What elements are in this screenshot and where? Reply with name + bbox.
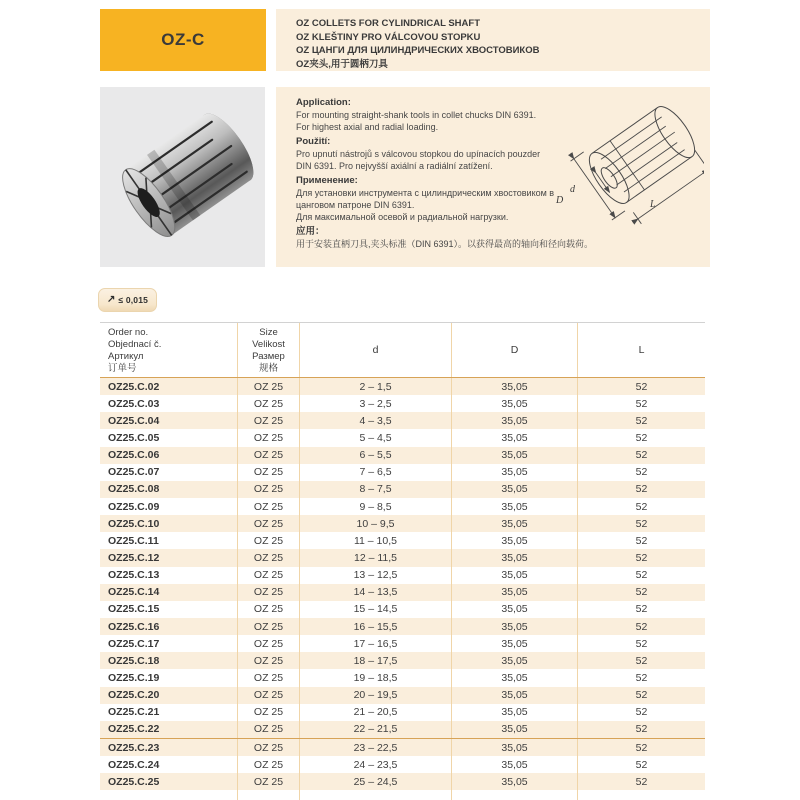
table-row [100, 652, 705, 669]
outer-diameter-cell: 35,05 [452, 378, 578, 395]
d-range-cell: 17 – 16,5 [300, 635, 452, 652]
size-header-line: Size [259, 327, 278, 338]
length-cell: 52 [635, 500, 648, 513]
d-range-cell: 4 – 3,5 [300, 412, 452, 429]
outer-diameter-cell: 35,05 [452, 515, 578, 532]
order-header-line: Objednací č. [108, 339, 162, 350]
length-cell: 52 [635, 723, 648, 736]
outer-diameter-cell: 35,05 [452, 549, 578, 566]
outer-diameter-cell: 35,05 [452, 635, 578, 652]
d-range-cell: 24 – 23,5 [300, 756, 452, 773]
d-range-cell: 25 – 24,5 [300, 773, 452, 790]
table-row [100, 498, 705, 515]
outer-diameter-cell: 35,05 [452, 721, 578, 738]
size-header [238, 323, 300, 377]
d-range-cell: 18 – 17,5 [300, 652, 452, 669]
outer-diameter-cell: 35,05 [452, 447, 578, 464]
length-cell: 52 [635, 741, 648, 754]
product-titles [276, 9, 710, 71]
length-cell: 52 [635, 620, 648, 633]
application-panel [276, 87, 710, 267]
size-cell: OZ 25 [238, 429, 300, 446]
d-range-cell: 22 – 21,5 [300, 721, 452, 738]
application-section-label: Použití: [296, 136, 331, 147]
size-header-line: Размер [252, 351, 285, 362]
outer-diameter-cell: 35,05 [452, 498, 578, 515]
table-row [100, 515, 705, 532]
order-no-header [100, 323, 238, 377]
outer-diameter-cell: 35,05 [452, 601, 578, 618]
order-no-cell: OZ25.C.04 [100, 412, 238, 429]
col-header-D: D [452, 323, 578, 377]
d-range-cell: 11 – 10,5 [300, 532, 452, 549]
order-no-cell: OZ25.C.10 [100, 515, 238, 532]
application-text-line: For mounting straight-shank tools in collet chucks DIN 6391. [296, 110, 537, 120]
d-range-cell: 3 – 2,5 [300, 395, 452, 412]
d-range-cell: 13 – 12,5 [300, 567, 452, 584]
table-row [100, 773, 705, 790]
product-title-line: OZ ЦАНГИ ДЛЯ ЦИЛИНДРИЧЕСКИХ ХВОСТОВИКОВ [296, 45, 540, 56]
application-text-line: DIN 6391. Pro nejvyšší axiální a radiální zatížení. [296, 161, 493, 171]
table-row [100, 687, 705, 704]
size-cell: OZ 25 [238, 447, 300, 464]
outer-diameter-cell: 35,05 [452, 739, 578, 756]
order-header-line: 订单号 [108, 363, 137, 374]
product-title-line: OZ COLLETS FOR CYLINDRICAL SHAFT [296, 18, 481, 29]
d-range-cell: 20 – 19,5 [300, 687, 452, 704]
runout-value: ≤ 0,015 [118, 295, 149, 305]
table-row [100, 481, 705, 498]
size-cell: OZ 25 [238, 412, 300, 429]
outer-diameter-cell: 35,05 [452, 584, 578, 601]
size-cell: OZ 25 [238, 515, 300, 532]
runout-arrow-icon: ↗ [107, 294, 116, 305]
table-body [100, 378, 705, 790]
application-text-line: Pro upnutí nástrojů s válcovou stopkou do upínacích pouzder [296, 149, 541, 159]
outer-diameter-cell: 35,05 [452, 773, 578, 790]
outer-diameter-cell: 35,05 [452, 669, 578, 686]
d-range-cell: 8 – 7,5 [300, 481, 452, 498]
outer-diameter-cell: 35,05 [452, 704, 578, 721]
col-header-d: d [300, 323, 452, 377]
length-cell: 52 [635, 603, 648, 616]
table-row [100, 584, 705, 601]
order-no-cell: OZ25.C.18 [100, 652, 238, 669]
size-cell: OZ 25 [238, 567, 300, 584]
d-range-cell: 7 – 6,5 [300, 464, 452, 481]
order-no-cell: OZ25.C.05 [100, 429, 238, 446]
order-no-cell: OZ25.C.16 [100, 618, 238, 635]
size-cell: OZ 25 [238, 464, 300, 481]
application-text-line: Для установки инструмента с цилиндрическим хвостовиком в [296, 188, 555, 198]
order-no-cell: OZ25.C.25 [100, 773, 238, 790]
order-no-cell: OZ25.C.07 [100, 464, 238, 481]
outer-diameter-cell: 35,05 [452, 412, 578, 429]
d-range-cell: 19 – 18,5 [300, 669, 452, 686]
order-no-cell: OZ25.C.08 [100, 481, 238, 498]
size-cell: OZ 25 [238, 601, 300, 618]
size-cell: OZ 25 [238, 704, 300, 721]
outer-diameter-cell: 35,05 [452, 618, 578, 635]
size-cell: OZ 25 [238, 481, 300, 498]
table-row [100, 618, 705, 635]
d-range-cell: 14 – 13,5 [300, 584, 452, 601]
length-cell: 52 [635, 483, 648, 496]
outer-diameter-cell: 35,05 [452, 481, 578, 498]
length-cell: 52 [635, 431, 648, 444]
length-cell: 52 [635, 671, 648, 684]
size-cell: OZ 25 [238, 773, 300, 790]
application-text-line: Для максимальной осевой и радиальной нагрузки. [296, 212, 509, 222]
order-no-cell: OZ25.C.14 [100, 584, 238, 601]
outer-diameter-cell: 35,05 [452, 532, 578, 549]
size-header-line: Velikost [252, 339, 285, 350]
size-cell: OZ 25 [238, 618, 300, 635]
application-text-line: цанговом патроне DIN 6391. [296, 200, 415, 210]
order-header-line: Order no. [108, 327, 149, 338]
order-no-cell: OZ25.C.20 [100, 687, 238, 704]
order-no-cell: OZ25.C.13 [100, 567, 238, 584]
table-row [100, 601, 705, 618]
size-cell: OZ 25 [238, 756, 300, 773]
order-no-cell: OZ25.C.11 [100, 532, 238, 549]
length-cell: 52 [635, 414, 648, 427]
application-section-label: Application: [296, 97, 351, 108]
length-cell: 52 [635, 637, 648, 650]
application-section-label: 应用： [296, 226, 325, 237]
collet-photo [108, 95, 258, 259]
size-cell: OZ 25 [238, 739, 300, 756]
table-row [100, 635, 705, 652]
table-row [100, 378, 705, 395]
size-cell: OZ 25 [238, 532, 300, 549]
length-cell: 52 [635, 706, 648, 719]
length-cell: 52 [635, 397, 648, 410]
table-row [100, 412, 705, 429]
outer-diameter-cell: 35,05 [452, 687, 578, 704]
size-cell: OZ 25 [238, 635, 300, 652]
length-cell: 52 [635, 380, 648, 393]
runout-badge [98, 288, 157, 312]
length-cell: 52 [635, 551, 648, 564]
table-header [100, 322, 705, 378]
length-cell: 52 [635, 586, 648, 599]
product-code-box [100, 9, 266, 71]
order-no-cell: OZ25.C.09 [100, 498, 238, 515]
size-header-line: 规格 [258, 363, 278, 374]
size-cell: OZ 25 [238, 498, 300, 515]
table-row [100, 721, 705, 738]
length-cell: 52 [635, 517, 648, 530]
length-cell: 52 [635, 466, 648, 479]
order-no-cell: OZ25.C.17 [100, 635, 238, 652]
outer-diameter-cell: 35,05 [452, 756, 578, 773]
order-no-cell: OZ25.C.12 [100, 549, 238, 566]
length-cell: 52 [635, 569, 648, 582]
spec-table [100, 322, 705, 800]
order-no-cell: OZ25.C.06 [100, 447, 238, 464]
size-cell: OZ 25 [238, 395, 300, 412]
outer-diameter-cell: 35,05 [452, 567, 578, 584]
dim-label-inner: d [570, 184, 575, 195]
size-cell: OZ 25 [238, 721, 300, 738]
order-no-cell: OZ25.C.02 [100, 378, 238, 395]
size-cell: OZ 25 [238, 652, 300, 669]
order-no-cell: OZ25.C.24 [100, 756, 238, 773]
table-row [100, 567, 705, 584]
product-title-line: OZ KLEŠTINY PRO VÁLCOVOU STOPKU [296, 31, 481, 43]
length-cell: 52 [635, 689, 648, 702]
length-cell: 52 [635, 775, 648, 788]
product-title-line: OZ夹头,用于圆柄刀具 [296, 58, 388, 70]
table-row [100, 447, 705, 464]
table-row [100, 756, 705, 773]
order-no-cell: OZ25.C.22 [100, 721, 238, 738]
length-cell: 52 [635, 758, 648, 771]
table-trailer [100, 790, 705, 800]
table-row [100, 669, 705, 686]
table-row [100, 549, 705, 566]
product-code: OZ-C [161, 30, 205, 49]
dim-label-outer: D [556, 195, 564, 206]
col-header-L: L [638, 344, 645, 356]
outer-diameter-cell: 35,05 [452, 395, 578, 412]
d-range-cell: 10 – 9,5 [300, 515, 452, 532]
outer-diameter-cell: 35,05 [452, 652, 578, 669]
dimension-drawing [554, 97, 704, 255]
table-row [100, 395, 705, 412]
product-photo-panel [100, 87, 265, 267]
outer-diameter-cell: 35,05 [452, 464, 578, 481]
size-cell: OZ 25 [238, 549, 300, 566]
d-range-cell: 16 – 15,5 [300, 618, 452, 635]
d-range-cell: 9 – 8,5 [300, 498, 452, 515]
d-range-cell: 5 – 4,5 [300, 429, 452, 446]
order-no-cell: OZ25.C.15 [100, 601, 238, 618]
dim-label-length: L [650, 199, 656, 210]
application-text-line: 用于安装直柄刀具,夹头标准（DIN 6391）。以获得最高的轴向和径向载荷。 [296, 239, 594, 249]
d-range-cell: 12 – 11,5 [300, 549, 452, 566]
d-range-cell: 21 – 20,5 [300, 704, 452, 721]
size-cell: OZ 25 [238, 378, 300, 395]
length-cell: 52 [635, 654, 648, 667]
d-range-cell: 2 – 1,5 [300, 378, 452, 395]
table-row [100, 429, 705, 446]
table-row [100, 739, 705, 756]
d-range-cell: 15 – 14,5 [300, 601, 452, 618]
d-range-cell: 23 – 22,5 [300, 739, 452, 756]
application-text-line: For highest axial and radial loading. [296, 122, 439, 132]
table-row [100, 532, 705, 549]
d-range-cell: 6 – 5,5 [300, 447, 452, 464]
size-cell: OZ 25 [238, 669, 300, 686]
application-section-label: Применение: [296, 175, 358, 186]
size-cell: OZ 25 [238, 584, 300, 601]
length-cell: 52 [635, 449, 648, 462]
outer-diameter-cell: 35,05 [452, 429, 578, 446]
order-no-cell: OZ25.C.21 [100, 704, 238, 721]
length-cell: 52 [635, 534, 648, 547]
table-row [100, 704, 705, 721]
order-header-line: Артикул [108, 351, 144, 362]
order-no-cell: OZ25.C.03 [100, 395, 238, 412]
table-row [100, 464, 705, 481]
order-no-cell: OZ25.C.23 [100, 739, 238, 756]
size-cell: OZ 25 [238, 687, 300, 704]
order-no-cell: OZ25.C.19 [100, 669, 238, 686]
